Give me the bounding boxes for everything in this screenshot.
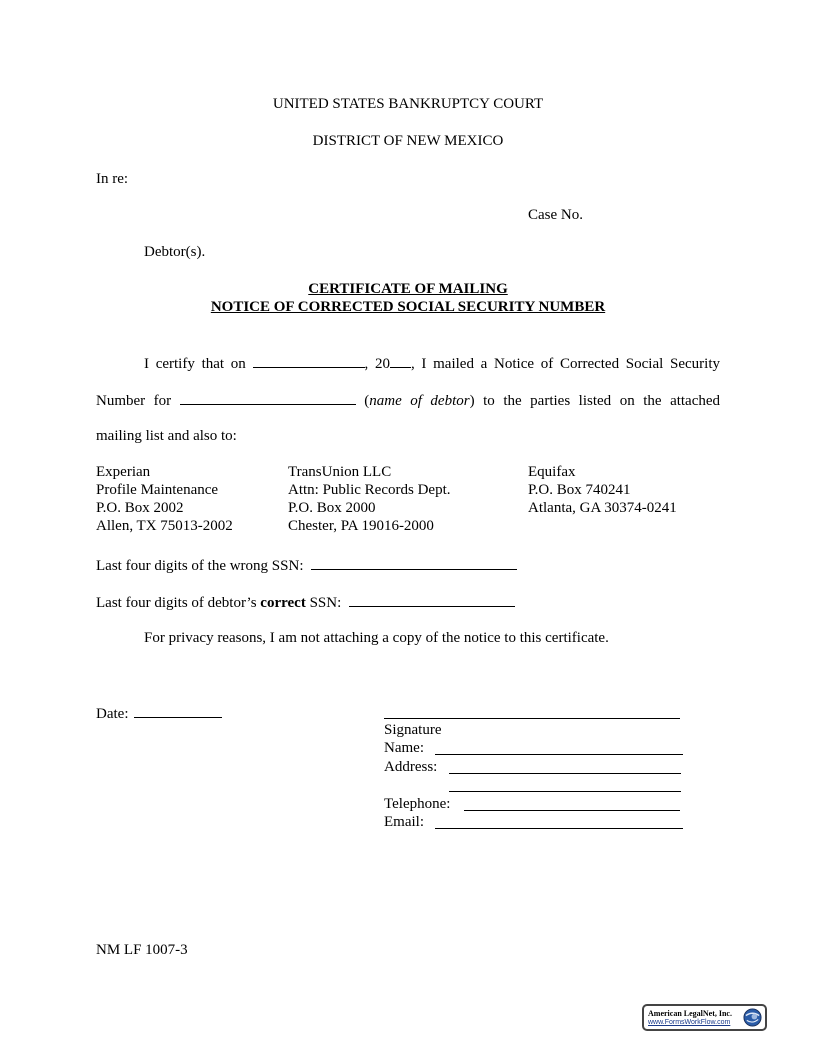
correct-ssn-label-post: SSN: (305, 595, 342, 611)
correct-ssn-row (96, 592, 515, 612)
mailing-list-text: mailing list and also to: (96, 428, 237, 444)
experian-line-4: Allen, TX 75013-2002 (96, 518, 233, 534)
number-for-text: Number for (96, 393, 172, 409)
correct-ssn-field[interactable] (349, 592, 515, 607)
notice-title: NOTICE OF CORRECTED SOCIAL SECURITY NUMBER (210, 299, 606, 315)
debtors-label: Debtor(s). (144, 244, 206, 260)
email-field[interactable] (435, 828, 683, 829)
signature-label: Signature (384, 722, 442, 738)
telephone-field[interactable] (464, 810, 680, 811)
date-field[interactable] (134, 703, 222, 718)
year-prefix-text: , 20 (364, 356, 390, 372)
experian-line-3: P.O. Box 2002 (96, 500, 184, 516)
address-block-equifax (528, 463, 677, 517)
equifax-line-2: P.O. Box 740241 (528, 482, 631, 498)
correct-ssn-label-pre: Last four digits of debtor’s (96, 595, 261, 611)
address-block-experian (96, 463, 233, 535)
correct-ssn-label-bold: correct (260, 595, 306, 611)
mailing-date-field[interactable] (253, 356, 721, 372)
address-block-transunion (288, 463, 450, 535)
privacy-statement: For privacy reasons, I am not attaching a copy of the notice to this certificate. (144, 630, 609, 646)
in-re-label: In re: (96, 171, 129, 187)
date-row (96, 703, 222, 723)
address-label: Address: (384, 759, 438, 775)
certify-line-2 (96, 390, 720, 410)
transunion-line-2: Attn: Public Records Dept. (288, 482, 451, 498)
address-field-line-2[interactable] (449, 791, 681, 792)
certificate-title: CERTIFICATE OF MAILING (308, 281, 508, 297)
date-label: Date: (96, 706, 129, 722)
logo-company-name: American LegalNet, Inc. (648, 1009, 732, 1018)
address-field-line-1[interactable] (449, 773, 681, 774)
email-label: Email: (384, 814, 424, 830)
parties-text: to the parties listed on the attached (483, 393, 721, 409)
debtor-name-field[interactable] (180, 390, 356, 405)
wrong-ssn-row (96, 555, 517, 575)
equifax-line-3: Atlanta, GA 30374-0241 (528, 500, 677, 516)
case-no-label: Case No. (528, 207, 583, 223)
certify-line-1 (144, 353, 720, 373)
transunion-line-4: Chester, PA 19016-2000 (288, 518, 434, 534)
transunion-line-3: P.O. Box 2000 (288, 500, 376, 516)
debtor-name-hint: (name of debtor) (364, 393, 475, 409)
name-field[interactable] (435, 754, 683, 755)
certify-start-text: I certify that on (144, 356, 246, 372)
court-name: UNITED STATES BANKRUPTCY COURT (272, 96, 544, 112)
wrong-ssn-label: Last four digits of the wrong SSN: (96, 558, 304, 574)
district-name: DISTRICT OF NEW MEXICO (312, 133, 504, 149)
name-label: Name: (384, 740, 424, 756)
transunion-line-1: TransUnion LLC (288, 464, 392, 480)
form-number: NM LF 1007-3 (96, 942, 188, 958)
signature-line[interactable] (384, 718, 680, 719)
experian-line-2: Profile Maintenance (96, 482, 219, 498)
globe-icon (743, 1008, 762, 1027)
logo-url-link[interactable]: www.FormsWorkFlow.com (648, 1019, 731, 1026)
american-legalnet-logo[interactable] (642, 1004, 767, 1031)
telephone-label: Telephone: (384, 796, 451, 812)
equifax-line-1: Equifax (528, 464, 576, 480)
certify-end-text: , I mailed a Notice of Corrected Social Security (410, 356, 720, 372)
wrong-ssn-field[interactable] (311, 555, 517, 570)
experian-line-1: Experian (96, 464, 151, 480)
